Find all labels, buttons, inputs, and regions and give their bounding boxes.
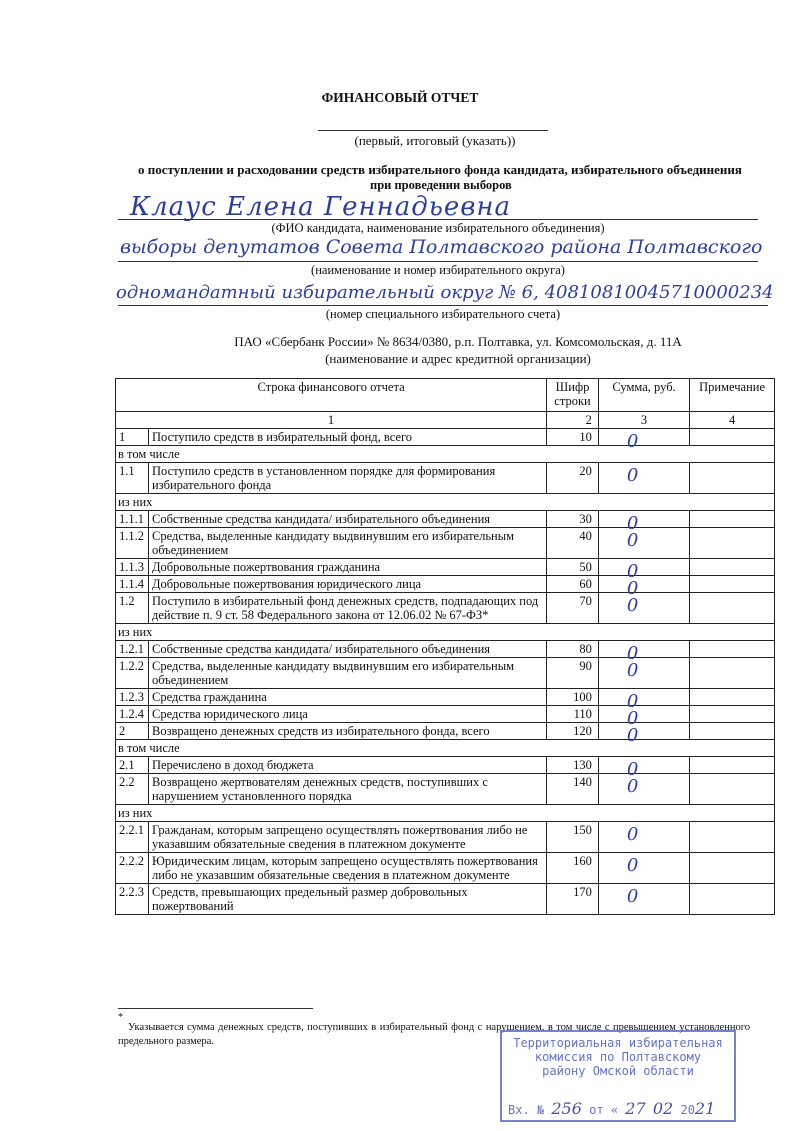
row-sum-cell[interactable] bbox=[598, 822, 689, 853]
row-sum-cell[interactable] bbox=[598, 511, 689, 534]
table-row bbox=[116, 822, 775, 853]
row-code: 140 bbox=[547, 774, 599, 805]
row-note-cell[interactable] bbox=[690, 757, 775, 774]
row-sum-value: 0 bbox=[626, 530, 639, 551]
row-note-cell[interactable] bbox=[690, 884, 775, 915]
row-text: Средства гражданина bbox=[148, 689, 546, 706]
row-number: 2.2.3 bbox=[116, 884, 149, 915]
stamp-line1: Территориальная избирательная bbox=[513, 1036, 723, 1050]
row-note-cell[interactable] bbox=[690, 559, 775, 576]
row-note-cell[interactable] bbox=[690, 723, 775, 740]
row-text: Поступило средств в установленном порядке для формирования избирательного фонда bbox=[148, 463, 546, 494]
row-code: 100 bbox=[547, 689, 599, 706]
row-sum-cell[interactable] bbox=[598, 576, 689, 599]
row-code: 130 bbox=[547, 757, 599, 774]
header-line: Строка финансового отчета bbox=[116, 379, 547, 412]
table-row bbox=[116, 689, 775, 706]
stamp-in-number: 256 bbox=[551, 1099, 582, 1118]
row-note-cell[interactable] bbox=[690, 689, 775, 706]
stamp-from-label: от « bbox=[589, 1103, 619, 1117]
district-caption: (наименование и номер избирательного округа) bbox=[311, 263, 565, 277]
row-sum-value: 0 bbox=[626, 595, 639, 616]
header-note: Примечание bbox=[690, 379, 775, 412]
section-label: из них bbox=[116, 624, 775, 641]
table-row bbox=[116, 576, 775, 593]
row-sum-value: 0 bbox=[626, 513, 639, 534]
row-number: 2.2.1 bbox=[116, 822, 149, 853]
row-sum-cell[interactable] bbox=[598, 774, 689, 805]
table-row bbox=[116, 723, 775, 740]
row-number: 2.2.2 bbox=[116, 853, 149, 884]
row-sum-value: 0 bbox=[626, 578, 639, 599]
row-note-cell[interactable] bbox=[690, 429, 775, 446]
row-text: Возвращено жертвователям денежных средств, поступивших с нарушением установленного порядка bbox=[148, 774, 546, 805]
stamp-year-prefix: 20 bbox=[680, 1103, 695, 1117]
row-note-cell[interactable] bbox=[690, 853, 775, 884]
section-label: из них bbox=[116, 805, 775, 822]
row-code: 30 bbox=[547, 511, 599, 528]
table-row bbox=[116, 658, 775, 689]
table-row bbox=[116, 429, 775, 446]
row-code: 70 bbox=[547, 593, 599, 624]
row-number: 1.1.4 bbox=[116, 576, 149, 593]
row-number: 1.1 bbox=[116, 463, 149, 494]
stamp-month: 02 bbox=[652, 1099, 674, 1118]
section-label: в том числе bbox=[116, 446, 775, 463]
col-number-2: 2 bbox=[547, 412, 599, 429]
registration-stamp bbox=[500, 1030, 736, 1122]
row-sum-cell[interactable] bbox=[598, 528, 689, 559]
report-subject-line1: о поступлении и расходовании средств избирательного фонда кандидата, избирательного объединения bbox=[138, 162, 742, 177]
header-code: Шифр строки bbox=[547, 379, 599, 412]
row-sum-cell[interactable] bbox=[598, 559, 689, 582]
row-text: Юридическим лицам, которым запрещено осуществлять пожертвования либо не указавшим обязательные сведения в платежном документе bbox=[148, 853, 546, 884]
row-text: Поступило в избирательный фонд денежных средств, подпадающих под действие п. 9 ст. 58 Федерального закона от 12.06.02 № 67-ФЗ* bbox=[148, 593, 546, 624]
bank-name: ПАО «Сбербанк России» № 8634/0380, р.п. Полтавка, ул. Комсомольская, д. 11А bbox=[234, 334, 682, 349]
stamp-in-label: Вх. № bbox=[508, 1103, 545, 1117]
row-sum-value: 0 bbox=[626, 708, 639, 729]
row-sum-cell[interactable] bbox=[598, 723, 689, 746]
stamp-line2: комиссия по Полтавскому bbox=[534, 1050, 702, 1064]
row-note-cell[interactable] bbox=[690, 658, 775, 689]
row-code: 50 bbox=[547, 559, 599, 576]
stamp-registration bbox=[502, 1099, 734, 1118]
stamp-line3: району Омской области bbox=[542, 1064, 694, 1078]
row-code: 10 bbox=[547, 429, 599, 446]
section-row bbox=[116, 805, 775, 822]
footnote-mark: * bbox=[118, 1012, 123, 1023]
election-name[interactable]: выборы депутатов Совета Полтавского района Полтавского bbox=[120, 236, 763, 258]
table-row bbox=[116, 757, 775, 774]
row-code: 90 bbox=[547, 658, 599, 689]
election-line bbox=[118, 261, 758, 262]
row-sum-value: 0 bbox=[626, 643, 639, 664]
row-sum-value: 0 bbox=[626, 725, 639, 746]
table-row bbox=[116, 593, 775, 624]
header-sum: Сумма, руб. bbox=[598, 379, 689, 412]
row-number: 1.2.2 bbox=[116, 658, 149, 689]
candidate-caption: (ФИО кандидата, наименование избирательного объединения) bbox=[271, 221, 605, 235]
row-number: 2 bbox=[116, 723, 149, 740]
row-sum-value: 0 bbox=[626, 824, 639, 845]
row-sum-value: 0 bbox=[626, 465, 639, 486]
row-code: 160 bbox=[547, 853, 599, 884]
row-text: Средств, превышающих предельный размер добровольных пожертвований bbox=[148, 884, 546, 915]
row-note-cell[interactable] bbox=[690, 463, 775, 494]
report-type-hint: (первый, итоговый (указать)) bbox=[354, 133, 516, 148]
district-account[interactable]: одномандатный избирательный округ № 6, 40810810045710000234 bbox=[116, 282, 774, 303]
section-row bbox=[116, 494, 775, 511]
col-number-4: 4 bbox=[690, 412, 775, 429]
row-text: Средства, выделенные кандидату выдвинувшим его избирательным объединением bbox=[148, 658, 546, 689]
row-sum-cell[interactable] bbox=[598, 884, 689, 915]
row-sum-cell[interactable] bbox=[598, 689, 689, 712]
stamp-day: 27 bbox=[625, 1099, 646, 1118]
report-type-line[interactable] bbox=[318, 130, 548, 131]
table-row bbox=[116, 884, 775, 915]
row-note-cell[interactable] bbox=[690, 706, 775, 723]
row-number: 1 bbox=[116, 429, 149, 446]
section-row bbox=[116, 624, 775, 641]
row-code: 170 bbox=[547, 884, 599, 915]
row-note-cell[interactable] bbox=[690, 822, 775, 853]
row-note-cell[interactable] bbox=[690, 641, 775, 658]
row-note-cell[interactable] bbox=[690, 774, 775, 805]
col-number-1: 1 bbox=[116, 412, 547, 429]
table-row bbox=[116, 774, 775, 805]
row-text: Гражданам, которым запрещено осуществлять пожертвования либо не указавшим обязательные сведения в платежном документе bbox=[148, 822, 546, 853]
stamp-year-suffix: 21 bbox=[694, 1099, 716, 1118]
row-text: Возвращено денежных средств из избирательного фонда, всего bbox=[148, 723, 546, 740]
bank-caption: (наименование и адрес кредитной организации) bbox=[325, 351, 591, 366]
report-title: ФИНАНСОВЫЙ ОТЧЕТ bbox=[321, 90, 479, 105]
row-sum-value: 0 bbox=[626, 759, 639, 780]
footnote-text: Указывается сумма денежных средств, поступивших в избирательный фонд с нарушением, в том числе с превышением установленного предельного размера. bbox=[118, 1022, 750, 1047]
row-sum-cell[interactable] bbox=[598, 429, 689, 452]
table-row bbox=[116, 706, 775, 723]
row-text: Собственные средства кандидата/ избирательного объединения bbox=[148, 511, 546, 528]
row-code: 120 bbox=[547, 723, 599, 740]
column-number-row bbox=[116, 412, 775, 429]
row-sum-value: 0 bbox=[626, 660, 639, 681]
row-sum-value: 0 bbox=[626, 431, 639, 452]
row-sum-value: 0 bbox=[626, 561, 639, 582]
row-sum-value: 0 bbox=[626, 776, 639, 797]
row-number: 1.2.3 bbox=[116, 689, 149, 706]
table-row bbox=[116, 463, 775, 494]
row-sum-cell[interactable] bbox=[598, 463, 689, 494]
candidate-line bbox=[118, 219, 758, 220]
row-sum-cell[interactable] bbox=[598, 641, 689, 664]
row-text: Добровольные пожертвования гражданина bbox=[148, 559, 546, 576]
row-code: 40 bbox=[547, 528, 599, 559]
col-number-3: 3 bbox=[598, 412, 689, 429]
row-number: 2.1 bbox=[116, 757, 149, 774]
financial-report-table bbox=[115, 378, 775, 915]
row-sum-value: 0 bbox=[626, 886, 639, 907]
row-note-cell[interactable] bbox=[690, 576, 775, 593]
row-sum-cell[interactable] bbox=[598, 757, 689, 780]
row-note-cell[interactable] bbox=[690, 511, 775, 528]
section-label: в том числе bbox=[116, 740, 775, 757]
row-sum-cell[interactable] bbox=[598, 658, 689, 689]
row-text: Средства, выделенные кандидату выдвинувшим его избирательным объединением bbox=[148, 528, 546, 559]
section-label: из них bbox=[116, 494, 775, 511]
row-code: 150 bbox=[547, 822, 599, 853]
account-line bbox=[118, 305, 768, 306]
table-row bbox=[116, 559, 775, 576]
row-number: 1.1.1 bbox=[116, 511, 149, 528]
row-text: Добровольные пожертвования юридического лица bbox=[148, 576, 546, 593]
row-note-cell[interactable] bbox=[690, 528, 775, 559]
row-code: 20 bbox=[547, 463, 599, 494]
row-code: 110 bbox=[547, 706, 599, 723]
row-sum-cell[interactable] bbox=[598, 593, 689, 624]
row-sum-cell[interactable] bbox=[598, 706, 689, 729]
table-row bbox=[116, 641, 775, 658]
row-note-cell[interactable] bbox=[690, 593, 775, 624]
candidate-name[interactable]: Клаус Елена Геннадьевна bbox=[130, 192, 512, 222]
row-sum-value: 0 bbox=[626, 691, 639, 712]
table-row bbox=[116, 528, 775, 559]
row-number: 2.2 bbox=[116, 774, 149, 805]
account-caption: (номер специального избирательного счета) bbox=[325, 307, 561, 321]
section-row bbox=[116, 446, 775, 463]
table-header-row bbox=[116, 379, 775, 412]
row-text: Собственные средства кандидата/ избирательного объединения bbox=[148, 641, 546, 658]
row-sum-cell[interactable] bbox=[598, 853, 689, 884]
row-text: Поступило средств в избирательный фонд, всего bbox=[148, 429, 546, 446]
row-code: 80 bbox=[547, 641, 599, 658]
row-number: 1.2.1 bbox=[116, 641, 149, 658]
table-row bbox=[116, 511, 775, 528]
row-sum-value: 0 bbox=[626, 855, 639, 876]
footnote-separator bbox=[118, 1008, 313, 1009]
section-row bbox=[116, 740, 775, 757]
row-text: Перечислено в доход бюджета bbox=[148, 757, 546, 774]
row-code: 60 bbox=[547, 576, 599, 593]
row-number: 1.1.3 bbox=[116, 559, 149, 576]
row-text: Средства юридического лица bbox=[148, 706, 546, 723]
row-number: 1.2.4 bbox=[116, 706, 149, 723]
row-number: 1.1.2 bbox=[116, 528, 149, 559]
row-number: 1.2 bbox=[116, 593, 149, 624]
table-row bbox=[116, 853, 775, 884]
